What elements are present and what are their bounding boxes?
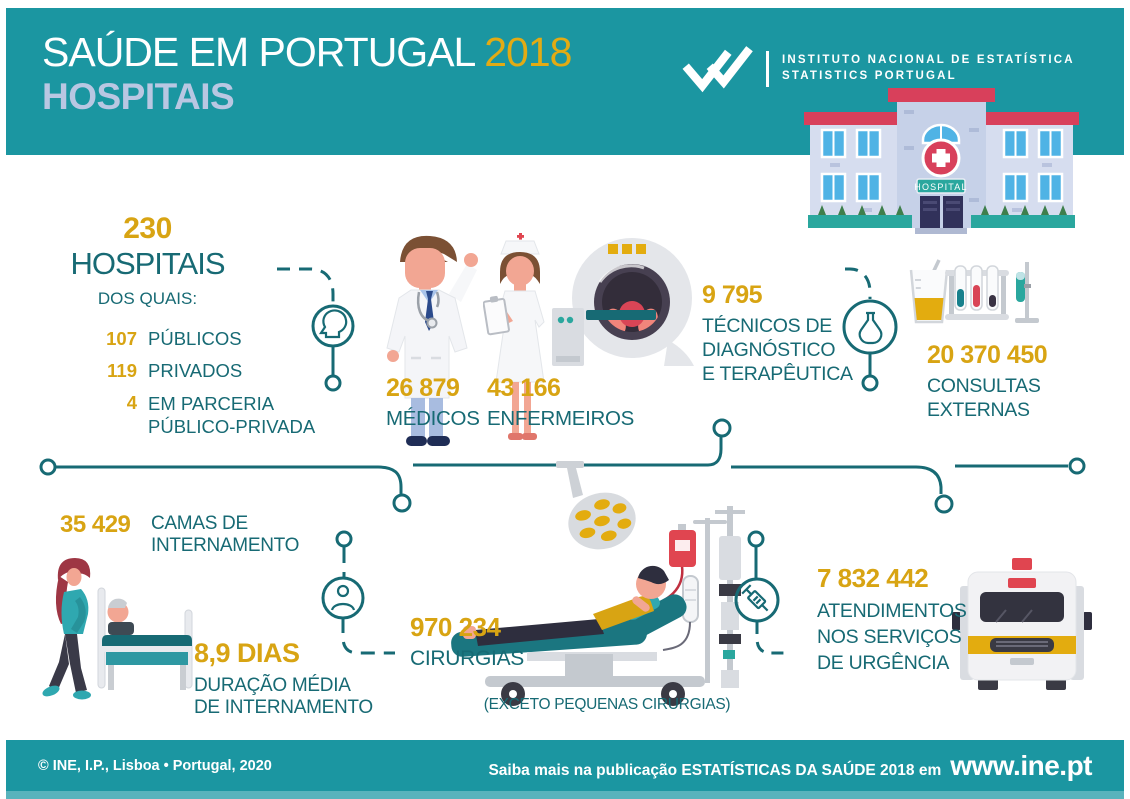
breakdown-value: 4 bbox=[126, 392, 137, 413]
label-line: DE URGÊNCIA bbox=[817, 652, 950, 674]
page-subtitle: HOSPITAIS bbox=[42, 75, 235, 117]
footer-accent-strip bbox=[6, 791, 1124, 799]
label-line: DE INTERNAMENTO bbox=[194, 697, 373, 718]
node-circle bbox=[41, 460, 55, 474]
footer-more-text: Saiba mais na publicação ESTATÍSTICAS DA SAÚDE 2018 em bbox=[488, 761, 942, 779]
page-year: 2018 bbox=[484, 29, 572, 75]
breakdown-label bbox=[148, 387, 315, 438]
stat-enfermeiros-value: 43 166 bbox=[487, 374, 561, 402]
visitor-woman bbox=[41, 558, 91, 700]
breakdown-label: PÚBLICOS bbox=[148, 328, 242, 349]
door-right bbox=[943, 196, 963, 228]
stat-medicos-value: 26 879 bbox=[386, 374, 460, 402]
door-left bbox=[920, 196, 940, 228]
hospital-bed bbox=[98, 588, 192, 690]
stat-cirurgias-label: CIRURGIAS bbox=[410, 647, 524, 670]
breakdown-row bbox=[55, 387, 315, 438]
label-line: TÉCNICOS DE bbox=[702, 315, 832, 337]
label-line: EXTERNAS bbox=[927, 399, 1030, 421]
footer-more bbox=[488, 750, 1092, 782]
stat-medicos bbox=[386, 374, 480, 431]
logo-separator bbox=[766, 51, 769, 87]
hospital-sign-text: HOSPITAL bbox=[914, 182, 968, 192]
breakdown-label-line1: EM PARCERIA bbox=[148, 393, 275, 414]
breakdown-label: PRIVADOS bbox=[148, 360, 243, 381]
head-icon bbox=[313, 306, 353, 346]
stat-hospitais-label: HOSPITAIS bbox=[70, 246, 225, 281]
ambulance-beacon bbox=[1012, 558, 1032, 570]
stat-urgencia-value: 7 832 442 bbox=[817, 563, 929, 593]
ambulance-illustration bbox=[952, 548, 1092, 696]
ine-checkmark-icon bbox=[682, 42, 756, 96]
person-icon bbox=[323, 578, 363, 618]
stat-hospitais-value: 230 bbox=[123, 212, 172, 245]
stat-cirurgias-value: 970 234 bbox=[410, 612, 501, 642]
stat-urgencia bbox=[817, 563, 967, 676]
stat-medicos-label: MÉDICOS bbox=[386, 407, 480, 430]
footer-copyright: © INE, I.P., Lisboa • Portugal, 2020 bbox=[38, 757, 272, 774]
stat-consultas-label bbox=[927, 374, 1047, 422]
label-line: E TERAPÊUTICA bbox=[702, 363, 853, 385]
stat-camas-value: 35 429 bbox=[60, 511, 131, 538]
page-title-line bbox=[42, 30, 571, 76]
test-tube-rack bbox=[945, 266, 1009, 320]
stat-camas-label bbox=[151, 513, 299, 557]
breakdown-label-line2: PÚBLICO-PRIVADA bbox=[148, 416, 316, 437]
label-line: NOS SERVIÇOS bbox=[817, 626, 962, 648]
stat-hospitais bbox=[55, 212, 240, 309]
logo-text bbox=[782, 53, 1075, 84]
stat-urgencia-label bbox=[817, 598, 967, 676]
label-line: CONSULTAS bbox=[927, 375, 1041, 397]
stat-enfermeiros-label: ENFERMEIROS bbox=[487, 407, 635, 430]
stat-enfermeiros bbox=[487, 374, 634, 431]
label-line: DIAGNÓSTICO bbox=[702, 339, 836, 361]
ambulance-windshield bbox=[980, 592, 1064, 622]
lab-glassware-illustration bbox=[895, 258, 1043, 330]
breakdown-value: 119 bbox=[107, 360, 137, 381]
label-line: CAMAS DE bbox=[151, 513, 248, 534]
stat-duracao bbox=[194, 638, 373, 719]
patient-bed-illustration bbox=[28, 550, 196, 705]
breakdown-row bbox=[55, 355, 315, 387]
stat-consultas bbox=[927, 341, 1047, 422]
stat-tecnicos bbox=[702, 281, 853, 386]
page-title: SAÚDE EM PORTUGAL bbox=[42, 29, 474, 75]
label-line: INTERNAMENTO bbox=[151, 535, 300, 556]
stat-tecnicos-value: 9 795 bbox=[702, 281, 763, 309]
logo-line1: INSTITUTO NACIONAL DE ESTATÍSTICA bbox=[782, 54, 1075, 67]
stat-duracao-value: 8,9 DIAS bbox=[194, 638, 300, 668]
breakdown-value: 107 bbox=[106, 328, 137, 349]
burette-stand bbox=[1015, 262, 1039, 323]
logo-line2: STATISTICS PORTUGAL bbox=[782, 70, 957, 82]
title-block bbox=[42, 30, 571, 117]
stretcher-illustration bbox=[435, 478, 800, 708]
stat-hospitais-breakdown bbox=[55, 323, 315, 438]
stat-duracao-label bbox=[194, 675, 373, 719]
stat-hospitais-qualifier: DOS QUAIS: bbox=[97, 289, 198, 308]
stat-tecnicos-label bbox=[702, 314, 853, 386]
hospital-building-illustration bbox=[800, 88, 1083, 234]
footer-band bbox=[6, 740, 1124, 791]
monitor-pole bbox=[715, 506, 745, 688]
breakdown-row bbox=[55, 323, 315, 355]
label-line: DURAÇÃO MÉDIA bbox=[194, 675, 351, 696]
ct-scanner-illustration bbox=[550, 230, 698, 368]
stat-camas-value-wrap bbox=[60, 511, 130, 539]
stat-consultas-value: 20 370 450 bbox=[927, 341, 1048, 369]
stat-cirurgias-note: (EXCETO PEQUENAS CIRURGIAS) bbox=[483, 696, 731, 713]
stat-cirurgias bbox=[410, 612, 524, 671]
footer-website-link[interactable]: www.ine.pt bbox=[950, 749, 1092, 781]
label-line: ATENDIMENTOS bbox=[817, 600, 967, 622]
